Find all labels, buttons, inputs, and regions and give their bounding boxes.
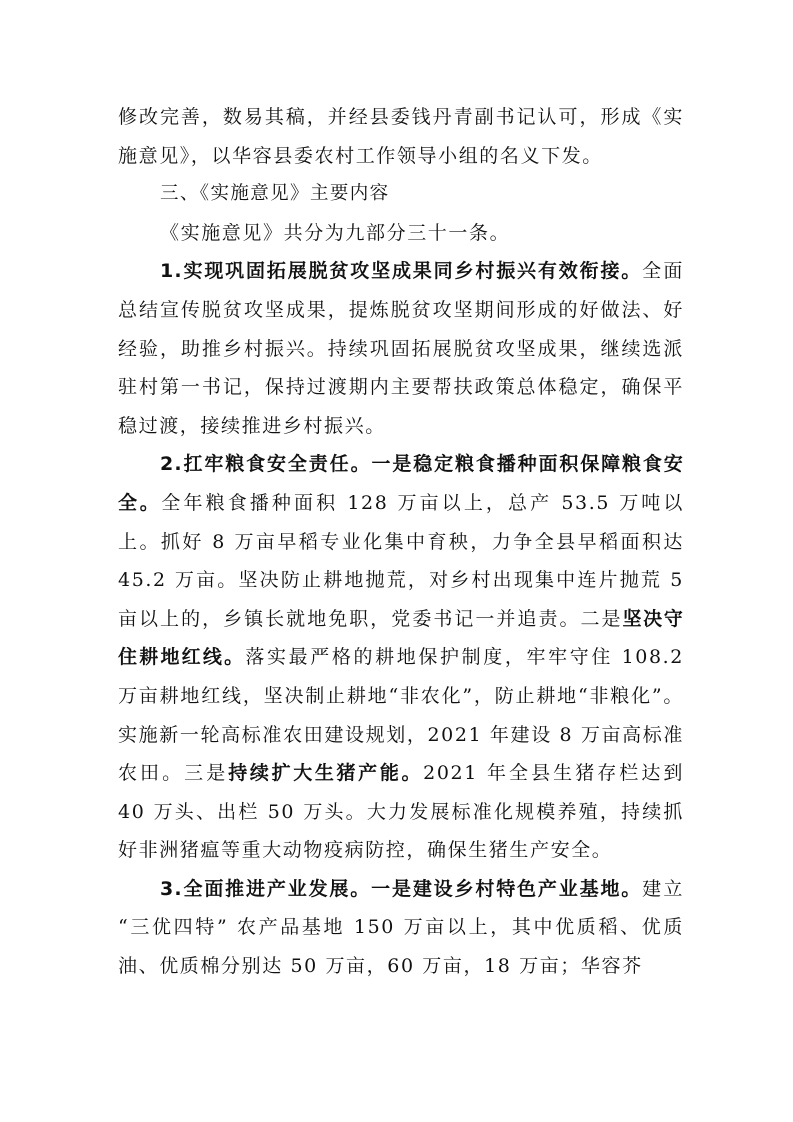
item-2-paragraph (118, 445, 684, 870)
paragraph-text: 修改完善，数易其稿，并经县委钱丹青副书记认可，形成《实施意见》，以华容县委农村工作领导小组的名义下发。 (118, 106, 684, 167)
item-2-sub2-title: 坚决守住耕地红线。 (118, 607, 684, 669)
item-3-paragraph (118, 870, 684, 986)
document-body (118, 98, 684, 986)
item-2-sub2-prefix: 二是 (580, 607, 623, 630)
item-2-sub3-prefix: 三是 (184, 762, 229, 785)
item-2-title: 2.扛牢粮食安全责任。 (160, 453, 372, 476)
item-1-paragraph (118, 252, 684, 445)
item-2-sub1-body: 全年粮食播种面积 128 万亩以上，总产 53.5 万吨以上。抓好 8 万亩早稻专业化集中育秧，力争全县早稻面积达 45.2 万亩。坚决防止耕地抛荒，对乡村出现集中连片抛荒 5 亩以上的，乡镇长就地免职，党委书记一并追责。 (118, 491, 684, 630)
item-1-title: 1.实现巩固拓展脱贫攻坚成果同乡村振兴有效衔接。 (160, 260, 643, 283)
paragraph-continuation (118, 98, 684, 175)
item-3-sub1-title: 一是建设乡村特色产业基地。 (371, 877, 643, 900)
item-1-body: 全面总结宣传脱贫攻坚成果，提炼脱贫攻坚期间形成的好做法、好经验，助推乡村振兴。持续巩固拓展脱贫攻坚成果，继续选派驻村第一书记，保持过渡期内主要帮扶政策总体稳定，确保平稳过渡，接续推进乡村振兴。 (118, 260, 684, 437)
intro-paragraph (118, 214, 684, 253)
item-2-sub3-body: 2021 年全县生猪存栏达到 40 万头、出栏 50 万头。大力发展标准化规模养殖，持续抓好非洲猪瘟等重大动物疫病防控，确保生猪生产安全。 (118, 762, 684, 862)
item-2-sub1-title: 一是稳定粮食播种面积保障粮食安全。 (118, 453, 684, 514)
section-heading-text: 三、《实施意见》主要内容 (160, 183, 390, 205)
item-3-title: 3.全面推进产业发展。 (160, 877, 372, 900)
item-3-sub1-body: 建立 “三优四特” 农产品基地 150 万亩以上，其中优质稻、优质油、优质棉分别达 50 万亩，60 万亩，18 万亩；华容芥 (118, 877, 685, 978)
item-2-sub3-title: 持续扩大生猪产能。 (228, 762, 424, 785)
item-2-sub2-body: 落实最严格的耕地保护制度，牢牢守住 108.2 万亩耕地红线，坚决制止耕地“非农化”，防止耕地“非粮化”。实施新一轮高标准农田建设规划，2021 年建设 8 万亩高标准农田。 (118, 646, 684, 785)
intro-text: 《实施意见》共分为九部分三十一条。 (160, 221, 511, 244)
section-heading (118, 175, 684, 214)
